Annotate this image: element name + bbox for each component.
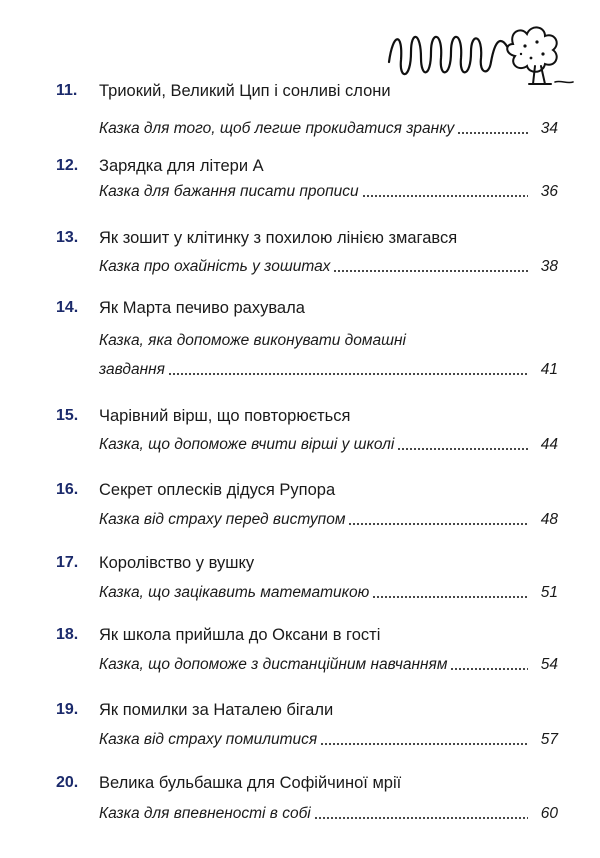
entry-page-number: 38: [540, 258, 558, 275]
entry-subtitle-line: [99, 803, 558, 825]
entry-number: 19.: [56, 701, 79, 718]
entry-subtitle: Казка для бажання писати прописи: [99, 183, 359, 200]
entry-page-number: 57: [540, 731, 558, 748]
entry-subtitle-line1: Казка, яка допоможе виконувати домашні: [99, 332, 406, 349]
entry-subtitle: Казка, що зацікавить математикою: [99, 584, 370, 601]
entry-number: 20.: [56, 774, 79, 791]
entry-number: 12.: [56, 157, 79, 174]
dot-leader: [450, 668, 528, 670]
entry-subtitle: Казка, що допоможе вчити вірші у школі: [99, 436, 395, 453]
dot-leader: [348, 523, 528, 525]
entry-title: Зарядка для літери А: [99, 157, 264, 175]
dot-leader: [362, 195, 528, 197]
dot-leader: [314, 817, 528, 819]
entry-title: Триокий, Великий Цип і сонливі слони: [99, 82, 391, 100]
entry-title: Як помилки за Наталею бігали: [99, 701, 334, 719]
entry-subtitle: Казка для того, щоб легше прокидатися зранку: [99, 120, 455, 137]
entry-page-number: 41: [540, 361, 558, 378]
entry-subtitle-line: [99, 729, 558, 751]
entry-subtitle-line: [99, 582, 558, 604]
entry-page-number: 36: [540, 183, 558, 200]
entry-page-number: 60: [540, 805, 558, 822]
entry-subtitle: Казка від страху перед виступом: [99, 511, 346, 528]
dot-leader: [320, 743, 528, 745]
entry-subtitle-line: [99, 359, 558, 381]
entry-subtitle-line: [99, 181, 558, 203]
entry-subtitle-line: [99, 654, 558, 676]
entry-number: 18.: [56, 626, 79, 643]
entry-number: 11.: [56, 82, 78, 99]
entry-page-number: 54: [540, 656, 558, 673]
entry-page-number: 44: [540, 436, 558, 453]
entry-subtitle: Казка для впевненості в собі: [99, 805, 311, 822]
entry-subtitle-line: [99, 434, 558, 456]
entry-subtitle-line: [99, 256, 558, 278]
dot-leader: [333, 270, 528, 272]
dot-leader: [168, 373, 528, 375]
entry-subtitle-line: [99, 509, 558, 531]
entry-page-number: 51: [540, 584, 558, 601]
entry-subtitle: завдання: [99, 361, 165, 378]
entry-title: Чарівний вірш, що повторюється: [99, 407, 351, 425]
entry-number: 13.: [56, 229, 79, 246]
entry-number: 16.: [56, 481, 79, 498]
dot-leader: [457, 132, 528, 134]
dot-leader: [397, 448, 528, 450]
entry-title: Велика бульбашка для Софійчиної мрії: [99, 774, 402, 792]
entry-number: 14.: [56, 299, 79, 316]
entry-number: 17.: [56, 554, 79, 571]
entry-title: Королівство у вушку: [99, 554, 255, 572]
entry-subtitle-line: [99, 118, 558, 140]
entry-subtitle: Казка від страху помилитися: [99, 731, 318, 748]
entry-page-number: 48: [540, 511, 558, 528]
entry-subtitle: Казка про охайність у зошитах: [99, 258, 331, 275]
entry-number: 15.: [56, 407, 79, 424]
entry-title: Як Марта печиво рахувала: [99, 299, 305, 317]
entry-title: Як школа прийшла до Оксани в гості: [99, 626, 381, 644]
dot-leader: [372, 596, 528, 598]
entry-title: Як зошит у клітинку з похилою лінією змагався: [99, 229, 458, 247]
entry-subtitle: Казка, що допоможе з дистанційним навчанням: [99, 656, 448, 673]
entry-title: Секрет оплесків дідуся Рупора: [99, 481, 336, 499]
entry-page-number: 34: [540, 120, 558, 137]
